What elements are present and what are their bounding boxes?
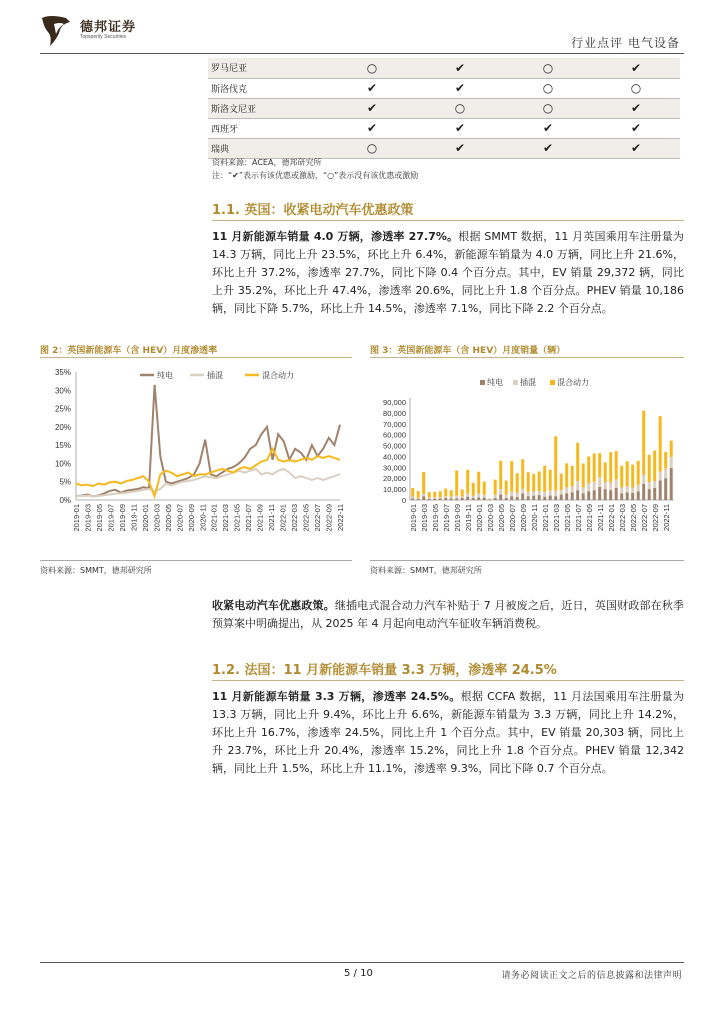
brand-name-en: Topsperity Securities bbox=[80, 34, 127, 40]
y-tick-label: 10% bbox=[54, 459, 71, 469]
bar-segment-hev bbox=[472, 483, 475, 496]
bar-segment-ev bbox=[433, 499, 436, 500]
y-tick-label: 80,000 bbox=[383, 408, 406, 418]
table-row bbox=[208, 118, 680, 138]
country-name: 斯洛伐克 bbox=[208, 78, 328, 98]
bar-segment-phev bbox=[543, 492, 546, 497]
incentive-mark: ✔ bbox=[328, 78, 416, 98]
x-tick-label: 2020-09 bbox=[518, 504, 528, 532]
bar-segment-phev bbox=[488, 499, 491, 500]
incentive-mark: ✔ bbox=[592, 138, 680, 158]
x-tick-label: 2020-07 bbox=[507, 504, 517, 532]
series-line-ev bbox=[76, 385, 340, 497]
footer-rule bbox=[40, 962, 684, 963]
incentive-mark: ✔ bbox=[416, 118, 504, 138]
bar-segment-ev bbox=[571, 492, 574, 500]
bar-segment-phev bbox=[538, 491, 541, 495]
bar-segment-hev bbox=[631, 465, 634, 488]
penetration-line-chart bbox=[40, 362, 352, 558]
bar-segment-ev bbox=[499, 495, 502, 500]
paragraph-france-sales-body: 根据 CCFA 数据，11 月法国乘用车注册量为 13.3 万辆，同比上升 9.4%，环比上升 6.6%，新能源车销量为 3.3 万辆，同比上升 14.2%，环比上升 16.7%，渗透率 24.5%，同比上升 1 个百分点。其中，EV 销量 20,303 辆，同比上升 23.7%，环比上升 20.4%，渗透率 15.2%，同比上升 1.8 个百分点。PHEV 销量 12,342 辆，同比上升 1.5%，环比上升 11.1%，渗透率 9.3%，同比下降 0.7 个百分点。 bbox=[212, 690, 684, 775]
bar-segment-phev bbox=[615, 479, 618, 488]
bar-segment-hev bbox=[543, 466, 546, 492]
y-tick-label: 25% bbox=[54, 404, 71, 414]
bar-segment-phev bbox=[565, 487, 568, 493]
incentives-table bbox=[208, 58, 680, 159]
bar-segment-ev bbox=[670, 468, 673, 500]
bar-segment-ev bbox=[444, 498, 447, 500]
bar-segment-ev bbox=[631, 493, 634, 500]
bar-segment-ev bbox=[642, 484, 645, 500]
x-tick-label: 2021-11 bbox=[267, 504, 277, 531]
incentive-mark: ○ bbox=[328, 138, 416, 158]
incentive-mark: ✔ bbox=[504, 138, 592, 158]
bar-segment-hev bbox=[461, 489, 464, 496]
bar-segment-ev bbox=[593, 490, 596, 500]
incentive-mark: ○ bbox=[504, 98, 592, 118]
legend-label: 插混 bbox=[520, 378, 536, 387]
bar-segment-phev bbox=[422, 494, 425, 496]
bar-segment-hev bbox=[598, 453, 601, 477]
y-tick-label: 40,000 bbox=[383, 452, 406, 462]
bar-segment-phev bbox=[549, 490, 552, 495]
y-tick-label: 0% bbox=[59, 496, 71, 505]
bar-segment-phev bbox=[472, 496, 475, 498]
bar-segment-ev bbox=[626, 492, 629, 500]
bar-segment-ev bbox=[466, 497, 469, 500]
section-heading-uk: 1.1. 英国：收紧电动汽车优惠政策 bbox=[212, 203, 414, 218]
x-tick-label: 2022-07 bbox=[639, 504, 649, 532]
bar-segment-hev bbox=[648, 455, 651, 482]
x-tick-label: 2021-03 bbox=[551, 504, 561, 532]
legend-swatch bbox=[513, 380, 518, 385]
bar-segment-phev bbox=[598, 477, 601, 487]
bar-segment-ev bbox=[483, 498, 486, 500]
bar-segment-phev bbox=[483, 495, 486, 498]
table-row bbox=[208, 138, 680, 158]
x-tick-label: 2020-03 bbox=[485, 504, 495, 532]
bar-segment-ev bbox=[450, 498, 453, 500]
x-tick-label: 2019-07 bbox=[441, 504, 451, 532]
bar-segment-phev bbox=[516, 493, 519, 497]
table-row bbox=[208, 78, 680, 98]
bar-segment-ev bbox=[653, 488, 656, 500]
bar-segment-hev bbox=[604, 462, 607, 482]
bar-segment-hev bbox=[417, 491, 420, 498]
brand-name: 德邦证券 bbox=[80, 20, 137, 35]
x-tick-label: 2019-05 bbox=[94, 504, 104, 532]
paragraph-france-sales-lead: 11 月新能源车销量 3.3 万辆，渗透率 24.5%。 bbox=[212, 690, 461, 703]
bar-segment-ev bbox=[648, 489, 651, 500]
x-tick-label: 2019-07 bbox=[106, 504, 116, 532]
bar-segment-hev bbox=[494, 480, 497, 495]
country-name: 罗马尼亚 bbox=[208, 58, 328, 78]
figure-3-bottom-rule bbox=[370, 560, 684, 561]
bar-segment-phev bbox=[659, 472, 662, 481]
x-tick-label: 2019-03 bbox=[419, 504, 429, 532]
legend-swatch bbox=[480, 380, 485, 385]
bar-segment-hev bbox=[653, 451, 656, 482]
country-name: 西班牙 bbox=[208, 118, 328, 138]
bar-segment-phev bbox=[444, 496, 447, 498]
bar-segment-hev bbox=[609, 452, 612, 483]
bar-segment-hev bbox=[444, 489, 447, 497]
bar-segment-hev bbox=[549, 470, 552, 491]
paragraph-uk-policy-body: 继插电式混合动力汽车补贴于 7 月被废之后，近日，英国财政部在秋季预算案中明确提出，从 2025 年 4 月起向电动汽车征收车辆消费税。 bbox=[212, 599, 684, 630]
x-tick-label: 2022-03 bbox=[290, 504, 300, 532]
bar-segment-ev bbox=[543, 497, 546, 500]
bar-segment-phev bbox=[510, 492, 513, 497]
table-row bbox=[208, 98, 680, 118]
paragraph-uk-sales-body: 根据 SMMT 数据，11 月英国乘用车注册量为 14.3 万辆，同比上升 23.5%，环比上升 6.4%，新能源车销量为 4.0 万辆，同比上升 21.6%，环比上升 37.2%，渗透率 27.7%，同比下降 0.4 个百分点。其中，EV 销量 29,372 辆，同比上升 35.2%，环比上升 47.4%，渗透率 20.6%，同比上升 1.8 个百分点。PHEV 销量 10,186 辆，同比下降 5.7%，环比上升 14.5%，渗透率 7.1%，同比下降 2.2 个百分点。 bbox=[212, 230, 684, 315]
x-tick-label: 2021-11 bbox=[595, 504, 605, 531]
section-divider bbox=[212, 680, 684, 681]
y-tick-label: 15% bbox=[54, 441, 71, 451]
x-tick-label: 2020-11 bbox=[529, 504, 539, 531]
bar-segment-ev bbox=[494, 498, 497, 500]
section-divider bbox=[212, 220, 684, 221]
bar-segment-ev bbox=[472, 498, 475, 500]
bar-segment-phev bbox=[604, 482, 607, 489]
figure-2-source: 资料来源：SMMT，德邦研究所 bbox=[40, 566, 152, 575]
legend-label: 纯电 bbox=[157, 371, 173, 380]
bar-segment-hev bbox=[422, 472, 425, 494]
x-tick-label: 2020-05 bbox=[496, 504, 506, 532]
bar-segment-ev bbox=[527, 496, 530, 500]
bar-segment-phev bbox=[450, 497, 453, 499]
bar-segment-hev bbox=[554, 436, 557, 490]
incentive-mark: ○ bbox=[504, 58, 592, 78]
figure-3-source: 资料来源：SMMT，德邦研究所 bbox=[370, 566, 482, 575]
bar-segment-hev bbox=[565, 463, 568, 487]
figure-2-title: 图 2：英国新能源车（含 HEV）月度渗透率 bbox=[40, 346, 218, 356]
bar-segment-phev bbox=[620, 488, 623, 494]
bar-segment-ev bbox=[505, 498, 508, 500]
bar-segment-hev bbox=[538, 472, 541, 492]
y-tick-label: 30% bbox=[54, 386, 71, 396]
bar-segment-phev bbox=[466, 494, 469, 497]
figure-2-title-rule bbox=[40, 357, 352, 358]
x-tick-label: 2021-05 bbox=[562, 504, 572, 532]
bar-segment-hev bbox=[571, 466, 574, 487]
bar-segment-hev bbox=[532, 474, 535, 491]
x-tick-label: 2020-01 bbox=[140, 504, 150, 532]
bar-segment-hev bbox=[505, 481, 508, 495]
y-tick-label: 70,000 bbox=[383, 419, 406, 429]
incentive-mark: ✔ bbox=[592, 98, 680, 118]
paragraph-uk-policy-lead: 收紧电动汽车优惠政策。 bbox=[212, 599, 335, 612]
bar-segment-phev bbox=[499, 489, 502, 494]
bar-segment-hev bbox=[516, 473, 519, 493]
bar-segment-ev bbox=[477, 497, 480, 500]
bar-segment-phev bbox=[626, 486, 629, 492]
bar-segment-ev bbox=[510, 496, 513, 500]
bar-segment-phev bbox=[664, 468, 667, 478]
legend-label: 混合动力 bbox=[557, 378, 589, 387]
x-tick-label: 2022-11 bbox=[336, 504, 345, 531]
y-tick-label: 90,000 bbox=[383, 398, 406, 407]
bar-segment-hev bbox=[455, 471, 458, 496]
x-tick-label: 2020-03 bbox=[152, 504, 162, 532]
x-tick-label: 2021-07 bbox=[244, 504, 254, 532]
x-tick-label: 2021-09 bbox=[584, 504, 594, 532]
bar-segment-phev bbox=[554, 491, 557, 496]
bar-segment-ev bbox=[439, 498, 442, 500]
bar-segment-phev bbox=[527, 492, 530, 496]
bar-segment-hev bbox=[587, 456, 590, 483]
legend-swatch bbox=[550, 380, 555, 385]
x-tick-label: 2020-09 bbox=[186, 504, 196, 532]
bar-segment-hev bbox=[659, 416, 662, 472]
bar-segment-hev bbox=[527, 472, 530, 492]
bar-segment-hev bbox=[642, 411, 645, 475]
incentive-mark: ○ bbox=[504, 78, 592, 98]
bar-segment-phev bbox=[593, 482, 596, 491]
x-tick-label: 2020-07 bbox=[175, 504, 185, 532]
incentive-mark: ✔ bbox=[328, 98, 416, 118]
x-tick-label: 2019-01 bbox=[408, 504, 418, 532]
page-header bbox=[40, 14, 684, 54]
footer-disclaimer: 请务必阅读正文之后的信息披露和法律声明 bbox=[501, 971, 682, 981]
bar-segment-hev bbox=[510, 461, 513, 492]
paragraph-uk-sales-lead: 11 月新能源车销量 4.0 万辆，渗透率 27.7%。 bbox=[212, 230, 459, 243]
bar-segment-phev bbox=[428, 498, 431, 499]
x-tick-label: 2019-11 bbox=[463, 504, 473, 531]
bar-segment-ev bbox=[422, 496, 425, 500]
bar-segment-ev bbox=[428, 499, 431, 500]
x-tick-label: 2021-01 bbox=[209, 504, 219, 532]
country-name: 瑞典 bbox=[208, 138, 328, 158]
sales-bar-chart bbox=[370, 362, 684, 558]
incentive-mark: ○ bbox=[416, 98, 504, 118]
paragraph-uk-sales bbox=[212, 228, 684, 318]
bar-segment-ev bbox=[521, 494, 524, 501]
x-tick-label: 2022-05 bbox=[628, 504, 638, 532]
y-tick-label: 60,000 bbox=[383, 430, 406, 440]
bar-segment-ev bbox=[664, 478, 667, 500]
bar-segment-ev bbox=[554, 496, 557, 500]
incentive-mark: ✔ bbox=[416, 138, 504, 158]
bar-segment-ev bbox=[532, 496, 535, 500]
x-tick-label: 2022-09 bbox=[324, 504, 334, 532]
figure-3-title: 图 3：英国新能源车（含 HEV）月度销量（辆） bbox=[370, 346, 566, 356]
bar-segment-hev bbox=[499, 461, 502, 489]
bar-segment-ev bbox=[659, 480, 662, 500]
incentive-mark: ○ bbox=[328, 58, 416, 78]
bar-segment-phev bbox=[433, 497, 436, 498]
table-row bbox=[208, 58, 680, 78]
y-tick-label: 20% bbox=[54, 422, 71, 432]
y-tick-label: 30,000 bbox=[383, 463, 406, 473]
bar-segment-hev bbox=[626, 461, 629, 486]
x-tick-label: 2022-07 bbox=[313, 504, 323, 532]
bar-segment-hev bbox=[433, 492, 436, 497]
bar-segment-ev bbox=[604, 489, 607, 500]
bar-segment-ev bbox=[615, 488, 618, 500]
bar-segment-ev bbox=[549, 496, 552, 500]
x-tick-label: 2021-07 bbox=[573, 504, 583, 532]
x-tick-label: 2020-11 bbox=[198, 504, 208, 531]
bar-segment-hev bbox=[439, 491, 442, 497]
x-tick-label: 2021-01 bbox=[540, 504, 550, 532]
table-source: 资料来源：ACEA，德邦研究所 bbox=[212, 158, 322, 167]
bar-segment-hev bbox=[466, 470, 469, 494]
bar-segment-phev bbox=[439, 497, 442, 498]
y-tick-label: 0 bbox=[401, 496, 406, 505]
x-tick-label: 2019-09 bbox=[117, 504, 127, 532]
bar-segment-phev bbox=[637, 485, 640, 492]
logo-icon bbox=[40, 14, 72, 48]
bar-segment-hev bbox=[615, 451, 618, 479]
bar-segment-phev bbox=[417, 498, 420, 499]
paragraph-uk-policy bbox=[212, 597, 684, 633]
bar-segment-phev bbox=[461, 497, 464, 499]
bar-segment-hev bbox=[670, 441, 673, 457]
incentive-mark: ✔ bbox=[592, 118, 680, 138]
legend-label: 纯电 bbox=[487, 378, 503, 387]
bar-segment-phev bbox=[411, 497, 414, 499]
bar-segment-ev bbox=[637, 491, 640, 500]
bar-segment-phev bbox=[521, 489, 524, 494]
bar-segment-hev bbox=[664, 452, 667, 468]
x-tick-label: 2022-11 bbox=[661, 504, 671, 531]
bar-segment-phev bbox=[477, 494, 480, 498]
bar-segment-ev bbox=[582, 494, 585, 501]
y-tick-label: 5% bbox=[59, 477, 71, 487]
bar-segment-hev bbox=[450, 490, 453, 497]
x-tick-label: 2022-01 bbox=[606, 504, 616, 532]
x-tick-label: 2021-03 bbox=[221, 504, 231, 532]
bar-segment-phev bbox=[455, 496, 458, 499]
bar-segment-phev bbox=[505, 495, 508, 498]
bar-segment-ev bbox=[576, 490, 579, 500]
x-tick-label: 2021-05 bbox=[232, 504, 242, 532]
incentive-mark: ✔ bbox=[416, 78, 504, 98]
bar-segment-hev bbox=[521, 459, 524, 488]
bar-segment-phev bbox=[631, 488, 634, 493]
bar-segment-ev bbox=[538, 495, 541, 500]
figure-2-bottom-rule bbox=[40, 560, 352, 561]
bar-segment-hev bbox=[637, 461, 640, 485]
bar-segment-hev bbox=[576, 443, 579, 481]
bar-segment-phev bbox=[670, 457, 673, 468]
y-tick-label: 20,000 bbox=[383, 474, 406, 484]
bar-segment-phev bbox=[571, 487, 574, 493]
bar-segment-hev bbox=[620, 466, 623, 488]
x-tick-label: 2019-11 bbox=[129, 504, 139, 531]
report-category: 行业点评 电气设备 bbox=[571, 36, 680, 50]
figure-3-title-rule bbox=[370, 357, 684, 358]
x-tick-label: 2022-09 bbox=[650, 504, 660, 532]
bar-segment-phev bbox=[532, 492, 535, 496]
x-tick-label: 2019-05 bbox=[430, 504, 440, 532]
bar-segment-phev bbox=[560, 490, 563, 495]
incentive-mark: ✔ bbox=[328, 118, 416, 138]
x-tick-label: 2020-05 bbox=[163, 504, 173, 532]
bar-segment-ev bbox=[598, 487, 601, 500]
bar-segment-ev bbox=[565, 494, 568, 501]
bar-segment-ev bbox=[417, 499, 420, 500]
bar-segment-ev bbox=[455, 498, 458, 500]
incentive-mark: ○ bbox=[592, 78, 680, 98]
y-tick-label: 10,000 bbox=[383, 485, 406, 495]
x-tick-label: 2019-03 bbox=[83, 504, 93, 532]
bar-segment-hev bbox=[593, 453, 596, 481]
y-tick-label: 50,000 bbox=[383, 441, 406, 451]
bar-segment-ev bbox=[609, 490, 612, 500]
bar-segment-phev bbox=[582, 488, 585, 494]
table-note: 注：“✔”表示有该优惠或激励，“○”表示没有该优惠或激励 bbox=[212, 171, 419, 180]
bar-segment-phev bbox=[609, 483, 612, 491]
legend-label: 插混 bbox=[207, 371, 223, 380]
bar-segment-phev bbox=[648, 482, 651, 489]
bar-segment-hev bbox=[582, 464, 585, 488]
bar-segment-phev bbox=[642, 475, 645, 484]
x-tick-label: 2022-05 bbox=[301, 504, 311, 532]
bar-segment-ev bbox=[620, 494, 623, 501]
country-name: 斯洛文尼亚 bbox=[208, 98, 328, 118]
page-number: 5 / 10 bbox=[344, 968, 373, 979]
incentive-mark: ✔ bbox=[504, 118, 592, 138]
incentive-mark: ✔ bbox=[416, 58, 504, 78]
x-tick-label: 2020-01 bbox=[474, 504, 484, 532]
x-tick-label: 2022-01 bbox=[278, 504, 288, 532]
bar-segment-hev bbox=[428, 492, 431, 497]
bar-segment-hev bbox=[483, 482, 486, 495]
bar-segment-phev bbox=[587, 484, 590, 492]
bar-segment-phev bbox=[494, 495, 497, 498]
x-tick-label: 2019-09 bbox=[452, 504, 462, 532]
legend-label: 混合动力 bbox=[262, 371, 294, 380]
x-tick-label: 2021-09 bbox=[255, 504, 265, 532]
bar-segment-phev bbox=[653, 481, 656, 488]
bar-segment-ev bbox=[488, 500, 491, 501]
paragraph-france-sales bbox=[212, 688, 684, 778]
bar-segment-ev bbox=[516, 497, 519, 500]
incentive-mark: ✔ bbox=[592, 58, 680, 78]
x-tick-label: 2019-01 bbox=[72, 504, 81, 532]
section-heading-france: 1.2. 法国：11 月新能源车销量 3.3 万辆，渗透率 24.5% bbox=[212, 663, 557, 678]
bar-segment-ev bbox=[411, 498, 414, 500]
bar-segment-ev bbox=[461, 498, 464, 500]
bar-segment-ev bbox=[587, 491, 590, 500]
x-tick-label: 2022-03 bbox=[617, 504, 627, 532]
bar-segment-ev bbox=[560, 495, 563, 500]
bar-segment-hev bbox=[560, 474, 563, 490]
bar-segment-hev bbox=[477, 472, 480, 494]
bar-segment-hev bbox=[411, 488, 414, 497]
bar-segment-phev bbox=[576, 481, 579, 490]
y-tick-label: 35% bbox=[54, 368, 71, 377]
